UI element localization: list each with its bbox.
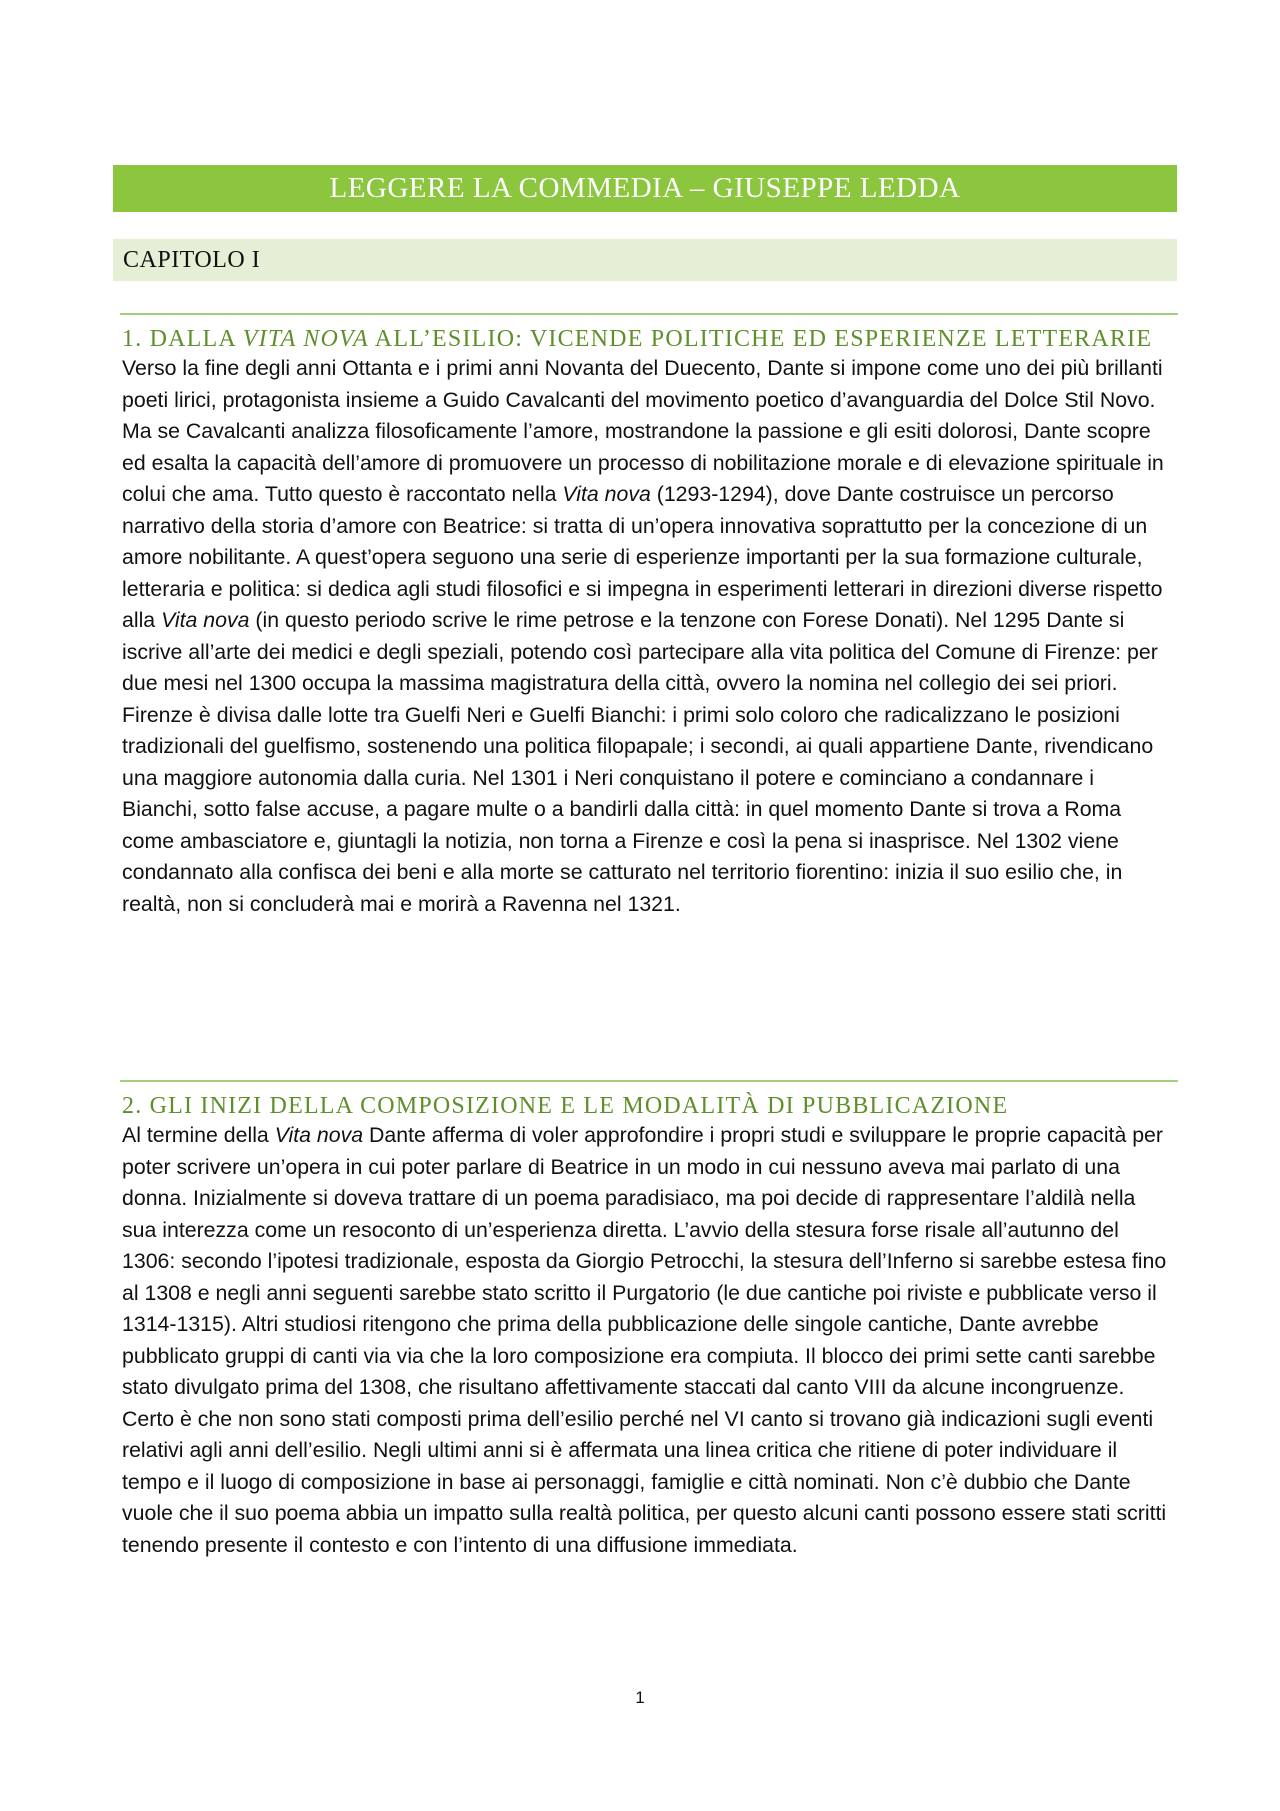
- page-number: 1: [635, 1688, 645, 1707]
- section-2: [122, 1080, 1170, 1561]
- italic-work-title: Vita nova: [562, 482, 651, 506]
- heading-text: ALL’ESILIO: VICENDE POLITICHE ED ESPERIENZE LETTERARIE: [368, 326, 1153, 352]
- document-title: LEGGERE LA COMMEDIA – GIUSEPPE LEDDA: [329, 172, 961, 204]
- italic-work-title: Vita nova: [274, 1123, 364, 1147]
- section-paragraph: [122, 353, 1170, 920]
- section-heading: [122, 1092, 1170, 1120]
- heading-text: 2. GLI INIZI DELLA COMPOSIZIONE E LE MODALITÀ DI PUBBLICAZIONE: [122, 1093, 1009, 1119]
- section-1: [122, 313, 1170, 920]
- heading-italic-title: VITA NOVA: [242, 326, 369, 352]
- paragraph-text: (in questo periodo scrive le rime petrose e la tenzone con Forese Donati). Nel 1295 Dante si iscrive all’arte dei medici e degli speziali, potendo così partecipare alla vita politica del Comune di Firenze: per due mesi nel 1300 occupa la massima magistratura della città, ovvero la nomina nel collegio dei sei priori. Firenze è divisa dalle lotte tra Guelfi Neri e Guelfi Bianchi: i primi solo coloro che radicalizzano le posizioni tradizionali del guelfismo, sostenendo una politica filopapale; i secondi, ai quali appartiene Dante, rivendicano una maggiore autonomia dalla curia. Nel 1301 i Neri conquistano il potere e cominciano a condannare i Bianchi, sotto false accuse, a pagare multe o a bandirli dalla città: in quel momento Dante si trova a Roma come ambasciatore e, giuntagli la notizia, non torna a Firenze e così la pena si inasprisce. Nel 1302 viene condannato alla confisca dei beni e alla morte se catturato nel territorio fiorentino: inizia il suo esilio che, in realtà, non si concluderà mai e morirà a Ravenna nel 1321.: [122, 608, 1158, 916]
- section-paragraph: [122, 1120, 1170, 1561]
- title-banner: [113, 165, 1177, 212]
- paragraph-text: (1293-1294), dove Dante costruisce un percorso narrativo della storia d’amore con Beatrice: si tratta di un’opera innovativa soprattutto per la concezione di un amore nobilitante. A quest’opera seguono una serie di esperienze importanti per la sua formazione culturale, letteraria e politica: si dedica agli studi filosofici e si impegna in esperimenti letterari in direzioni diverse rispetto alla: [122, 482, 1163, 632]
- section-heading: [122, 325, 1170, 353]
- paragraph-text: Verso la fine degli anni Ottanta e i primi anni Novanta del Duecento, Dante si impone come uno dei più brillanti poeti lirici, protagonista insieme a Guido Cavalcanti del movimento poetico d’avanguardia del Dolce Stil Novo. Ma se Cavalcanti analizza filosoficamente l’amore, mostrandone la passione e gli esiti dolorosi, Dante scopre ed esalta la capacità dell’amore di promuovere un processo di nobilitazione morale e di elevazione spirituale in colui che ama. Tutto questo è raccontato nella: [122, 356, 1164, 506]
- italic-work-title: Vita nova: [161, 608, 250, 632]
- section-divider: [120, 1080, 1178, 1082]
- heading-text: 1. DALLA: [122, 326, 243, 352]
- section-divider: [120, 313, 1178, 315]
- chapter-title: CAPITOLO I: [123, 246, 261, 273]
- paragraph-text: Al termine della: [122, 1123, 275, 1147]
- paragraph-text: Dante afferma di voler approfondire i propri studi e sviluppare le proprie capacità per poter scrivere un’opera in cui poter parlare di Beatrice in un modo in cui nessuno aveva mai parlato di una donna. Inizialmente si doveva trattare di un poema paradisiaco, ma poi decide di rappresentare l’aldilà nella sua interezza come un resoconto di un’esperienza diretta. L’avvio della stesura forse risale all’autunno del 1306: secondo l’ipotesi tradizionale, esposta da Giorgio Petrocchi, la stesura dell’Inferno si sarebbe estesa fino al 1308 e negli anni seguenti sarebbe stato scritto il Purgatorio (le due cantiche poi riviste e pubblicate verso il 1314-1315). Altri studiosi ritengono che prima della pubblicazione delle singole cantiche, Dante avrebbe pubblicato gruppi di canti via via che la loro composizione era compiuta. Il blocco dei primi sette canti sarebbe stato divulgato prima del 1308, che risultano affettivamente staccati dal canto VIII da alcune incongruenze. Certo è che non sono stati composti prima dell’esilio perché nel VI canto si trovano già indicazioni sugli eventi relativi agli anni dell’esilio. Negli ultimi anni si è affermata una linea critica che ritiene di poter individuare il tempo e il luogo di composizione in base ai personaggi, famiglie e città nominati. Non c’è dubbio che Dante vuole che il suo poema abbia un impatto sulla realtà politica, per questo alcuni canti possono essere stati scritti tenendo presente il contesto e con l’intento di una diffusione immediata.: [122, 1123, 1167, 1557]
- chapter-banner: [113, 239, 1177, 281]
